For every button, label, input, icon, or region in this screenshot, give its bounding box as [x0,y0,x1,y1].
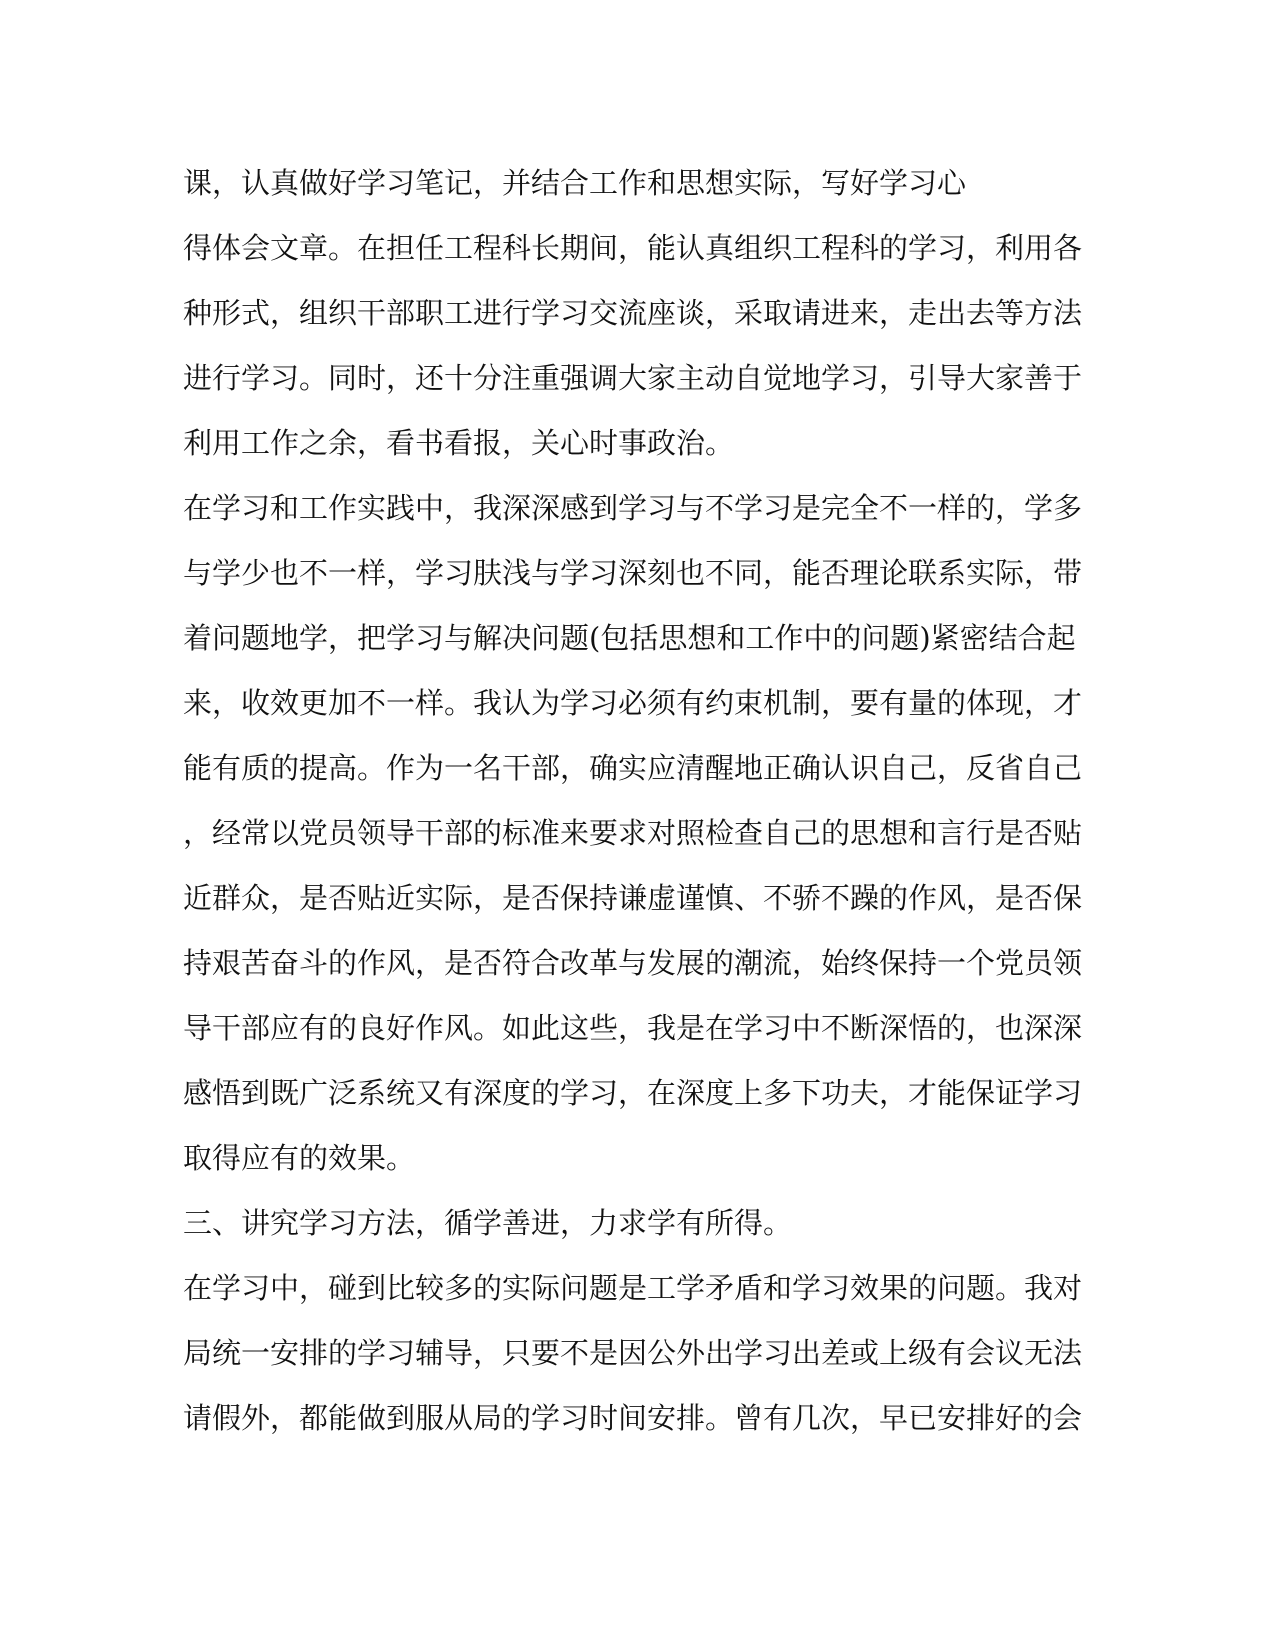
text-line: 取得应有的效果。 [183,1141,416,1175]
text-line: 种形式，组织干部职工进行学习交流座谈，采取请进来，走出去等方法 [183,296,1083,330]
text-line: 利用工作之余，看书看报，关心时事政治。 [183,426,735,460]
text-line: 课，认真做好学习笔记，并结合工作和思想实际，写好学习心 [183,166,967,200]
text-line: 与学少也不一样，学习肤浅与学习深刻也不同，能否理论联系实际，带 [183,556,1083,590]
text-line: ，经常以党员领导干部的标准来要求对照检查自己的思想和言行是否贴 [183,816,1083,850]
text-line: 得体会文章。在担任工程科长期间，能认真组织工程科的学习，利用各 [183,231,1083,265]
text-line: 进行学习。同时，还十分注重强调大家主动自觉地学习，引导大家善于 [183,361,1083,395]
document-body [183,160,1103,1460]
text-line: 能有质的提高。作为一名干部，确实应清醒地正确认识自己，反省自己 [183,751,1083,785]
text-line: 请假外，都能做到服从局的学习时间安排。曾有几次，早已安排好的会 [183,1401,1083,1435]
text-line: 持艰苦奋斗的作风，是否符合改革与发展的潮流，始终保持一个党员领 [183,946,1083,980]
text-line: 在学习中，碰到比较多的实际问题是工学矛盾和学习效果的问题。我对 [183,1271,1083,1305]
text-line: 导干部应有的良好作风。如此这些，我是在学习中不断深悟的，也深深 [183,1011,1083,1045]
text-line: 感悟到既广泛系统又有深度的学习，在深度上多下功夫，才能保证学习 [183,1076,1083,1110]
text-line: 来，收效更加不一样。我认为学习必须有约束机制，要有量的体现，才 [183,686,1083,720]
text-line: 近群众，是否贴近实际，是否保持谦虚谨慎、不骄不躁的作风，是否保 [183,881,1083,915]
section-heading: 三、讲究学习方法，循学善进，力求学有所得。 [183,1206,793,1240]
text-line: 着问题地学，把学习与解决问题(包括思想和工作中的问题)紧密结合起 [183,621,1076,655]
text-line: 在学习和工作实践中，我深深感到学习与不学习是完全不一样的，学多 [183,491,1083,525]
text-line: 局统一安排的学习辅导，只要不是因公外出学习出差或上级有会议无法 [183,1336,1083,1370]
